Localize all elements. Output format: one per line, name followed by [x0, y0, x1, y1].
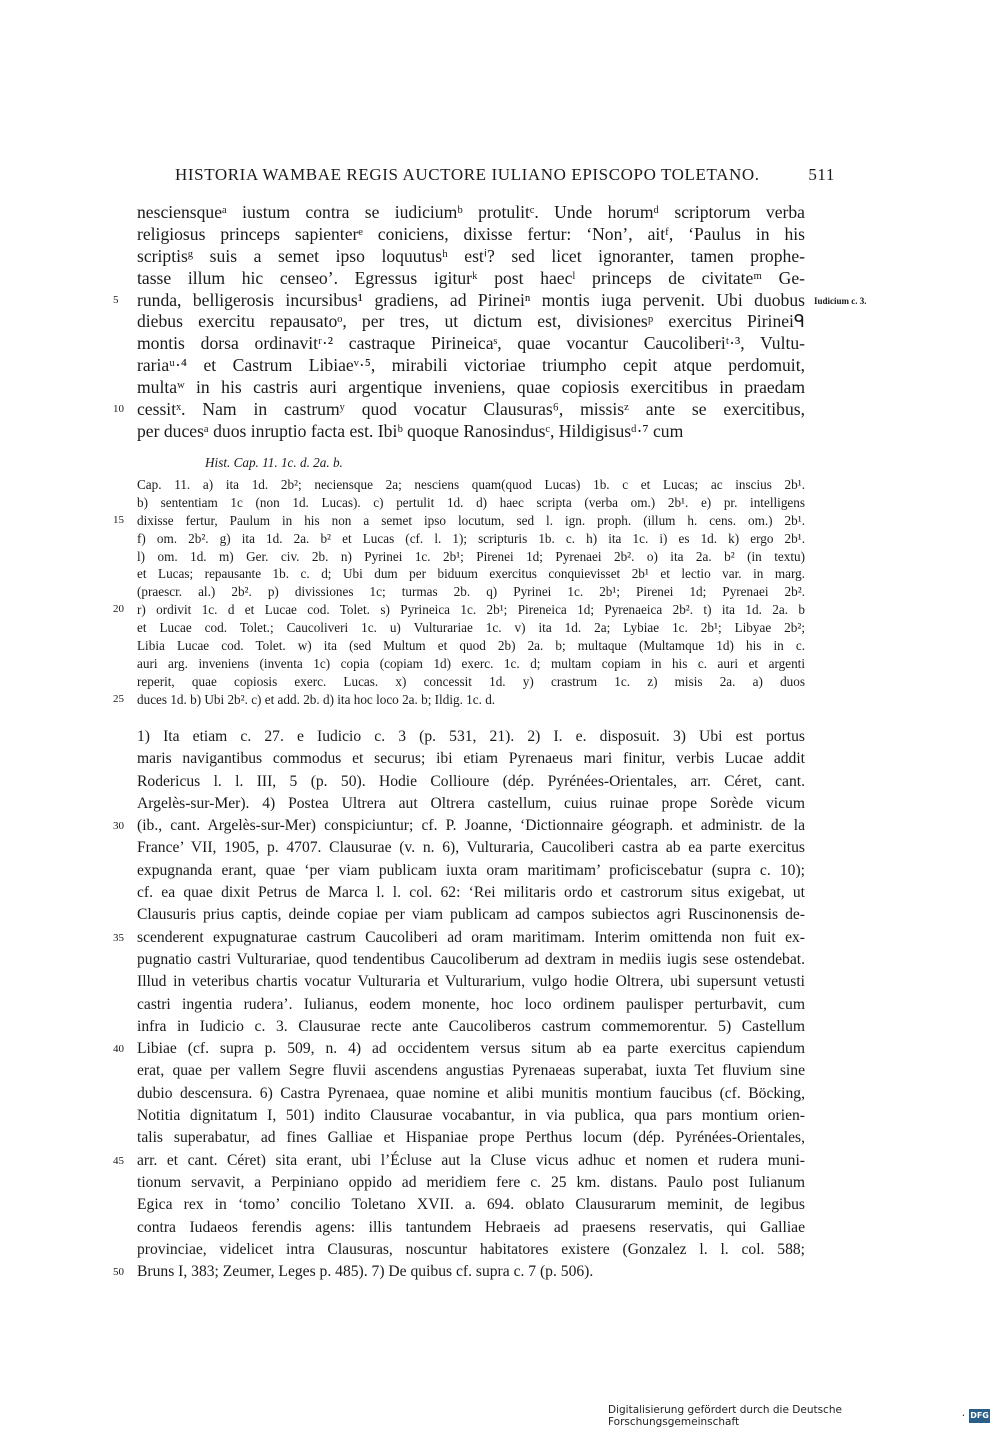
main-line-text: nesciensqueᵃ iustum contra se iudiciumᵇ protulitᶜ. Unde horumᵈ scriptorum verba — [137, 202, 805, 222]
note-line — [137, 837, 805, 859]
apparatus-line-text: Cap. 11. a) ita 1d. 2b²; neciensque 2a; nesciens quam(quod Lucas) 1b. c et Lucas; ac inscius 2b¹. — [137, 477, 805, 492]
note-line-text: arr. et cant. Céret) sita erant, ubi l’Écluse aut la Cluse vicus adhuc et nomen et rudera muni- — [137, 1151, 805, 1169]
main-line-text: scriptisᵍ suis a semet ipso loquutusʰ estⁱ? sed licet ignoranter, tamen prophe- — [137, 245, 805, 266]
apparatus-line — [113, 512, 805, 530]
note-line-text: Illud in veteribus chartis vocatur Vulturaria et Vulturarium, vulgo hodie Oltrera, ubi supersunt vetusti — [137, 973, 805, 991]
page-number: 511 — [808, 165, 835, 184]
note-line — [137, 1194, 805, 1216]
note-line-text: scenderent expugnaturae castrum Caucoliberi ad oram maritimam. Interim omittenda non fuit ex- — [137, 928, 805, 946]
main-line — [137, 202, 805, 224]
apparatus-line — [137, 583, 805, 601]
line-number: 20 — [113, 603, 124, 616]
main-line-text: montis dorsa ordinavitʳ·² castraque Pirineicaˢ, quae vocantur Caucoliberiᵗ·³, Vultu- — [137, 333, 805, 354]
main-line-text: diebus exercitu repausatoᵒ, per tres, ut dictum est, divisionesᵖ exercitus Pirineiᑫ — [137, 311, 805, 332]
apparatus-line-text: b) sententiam 1c (non 1d. Lucas). c) pertulit 1d. d) haec scripta (verba om.) 2b¹. e) pr. intelligens — [137, 494, 805, 510]
footer-text: Digitalisierung gefördert durch die Deutsche Forschungsgemeinschaft — [608, 1404, 842, 1428]
apparatus-line-text: Libia Lucae cod. Tolet. w) ita (sed Multum et quod 2b) 2a. b; multaque (Multamque 1d) his in c. — [137, 638, 805, 654]
note-line-text: pugnatio castri Vulturariae, quod tendentibus Caucoliberum ad dextram in mediis iugis sese ostendebat. — [137, 950, 805, 968]
note-line-text: Clausuris prius captis, deinde copiae per viam publicam ad campos subiectos agri Ruscinonensis de- — [137, 906, 805, 924]
main-line — [113, 399, 805, 421]
note-line-text: (ib., cant. Argelès-sur-Mer) conspiciuntur; cf. P. Joanne, ‘Dictionnaire géograph. et administr. de la — [137, 817, 805, 835]
note-line-text: tionum servavit, a Perpiniano oppido ad meridiem fere c. 25 km. distans. Paulo post Iulianum — [137, 1173, 805, 1191]
main-text — [113, 202, 805, 443]
header-title: HISTORIA WAMBAE REGIS AUCTORE IULIANO EPISCOPO TOLETANO. — [175, 165, 760, 184]
apparatus-line-text: r) ordivit 1c. d et Lucae cod. Tolet. s) Pyrineica 1c. 2b¹; Pireneica 1d; Pyrenaeica 2b². t) ita 1d. 2a. b — [137, 602, 805, 618]
note-line-text: Egica rex in ‘tomo’ concilio Toletano XVII. a. 694. oblato Clausurarum meminit, de legibus — [137, 1196, 805, 1214]
note-line-text: expugnanda erant, quae ‘per viam publicam iuxta oram maritimam’ proficiscebatur (supra c. 10); — [137, 861, 805, 879]
note-line — [137, 1239, 805, 1261]
apparatus-line-text: (praescr. al.) 2b². p) divissiones 1c; turmas 2b. q) Pyrinei 1c. 2b¹; Pirenei 1d; Pyrenaei 2b². — [137, 584, 805, 600]
main-line-text: cessitˣ. Nam in castrumʸ quod vocatur Clausuras⁶, missisᶻ ante se exercitibus, — [137, 399, 805, 420]
note-line — [137, 1060, 805, 1082]
apparatus-line — [113, 601, 805, 619]
hist-ref-line: Hist. Cap. 11. 1c. d. 2a. b. — [205, 455, 343, 470]
line-number: 30 — [113, 820, 124, 833]
critical-apparatus — [113, 476, 805, 709]
note-line — [113, 1150, 805, 1172]
note-line-text: Notitia dignitatum I, 501) indito Clausurae vocabantur, in via publica, qua pars montium orien- — [137, 1107, 805, 1125]
apparatus-line-text: l) om. 1d. m) Ger. civ. 2b. n) Pyrinei 1c. 2b¹; Pirenei 1d; Pyrenaei 2b². o) ita 2a. b² (in textu) — [137, 548, 805, 564]
note-line-text: infra in Iudicio c. 3. Clausurae recte ante Caucoliberos castrum commemorentur. 5) Castellum — [137, 1017, 805, 1035]
footnotes — [113, 726, 805, 1283]
line-number: 15 — [113, 513, 124, 526]
apparatus-line-text: f) om. 2b². g) ita 1d. 2a. b² et Lucas (cf. l. 1); scripturis 1b. c. h) ita 1c. i) es 1d. k) ergo 2b¹. — [137, 530, 805, 546]
note-line — [137, 882, 805, 904]
apparatus-line-text: dixisse fertur, Paulum in his non a semet ipso locutum, sed l. ign. proph. (illum h. cens. om.) 2b¹. — [137, 512, 805, 528]
main-line — [137, 355, 805, 377]
note-line-text: maris navigantibus commodus et securus; ibi etiam Pyrenaeus mari finitur, verbis Lucae addit — [137, 750, 805, 768]
note-line-text: castri ingentia rudera’. Iulianus, eodem monente, hoc loco ordinem paulisper perturbavit, cum — [137, 995, 805, 1013]
main-line — [137, 421, 805, 443]
margin-note: Iudicium c. 3. — [814, 296, 867, 306]
note-line-text: Argelès-sur-Mer). 4) Postea Ultrera aut Oltrera castellum, cuius ruinae prope Sorède vicum — [137, 794, 805, 812]
note-line-text: provinciae, videlicet intra Clausuras, noscuntur habitatores existere (Gonzalez l. l. col. 588; — [137, 1240, 805, 1258]
apparatus-line — [137, 548, 805, 566]
note-line-text: contra Iudaeos ferendis agens: illis tantundem Hebraeis ad praesens reservatis, qui Galliae — [137, 1218, 805, 1236]
note-line — [113, 815, 805, 837]
apparatus-line-text: auri arg. inveniens (inventa 1c) copia (copiam 1d) exerc. 1c. d; multam copiam in his c. auri et argenti — [137, 655, 805, 671]
footer: Digitalisierung gefördert durch die Deutsche Forschungsgemeinschaft · DFG — [608, 1404, 989, 1428]
apparatus-line — [137, 637, 805, 655]
note-line-text: cf. ea quae dixit Petrus de Marca l. l. col. 62: ‘Rei militaris ordo et castrorum situs exigebat, ut — [137, 884, 805, 902]
running-header — [175, 165, 835, 185]
note-line — [137, 949, 805, 971]
main-line — [137, 268, 805, 290]
main-line — [113, 289, 805, 312]
note-line — [113, 1261, 805, 1283]
line-number: 5 — [113, 293, 119, 306]
note-line — [113, 927, 805, 949]
note-line — [137, 1016, 805, 1038]
line-number: 50 — [113, 1266, 124, 1279]
apparatus-line-text: reperit, quae copiosis exerc. Lucas. x) concessit 1d. y) crastrum 1c. z) misis 2a. a) duos — [137, 673, 805, 689]
apparatus-line — [137, 565, 805, 583]
note-line-text: France’ VII, 1905, p. 4707. Clausurae (v. n. 6), Vulturaria, Caucoliberi castra ab ea parte exercitus — [137, 839, 805, 857]
note-line-text: Libiae (cf. supra p. 509, n. 4) ad occidentem versus situm ab ea parte exercitus capiendum — [137, 1040, 805, 1058]
note-line-text: talis superabatur, ad fines Galliae et Hispaniae prope Perthus locum (dép. Pyrénées-Orientales, — [137, 1129, 805, 1147]
main-line — [137, 224, 805, 246]
main-line — [137, 333, 805, 355]
note-line — [137, 793, 805, 815]
line-number: 35 — [113, 931, 124, 944]
note-line — [137, 971, 805, 993]
main-line — [137, 311, 805, 333]
note-line-text: dubio descensura. 6) Castra Pyrenaea, quae nomine et alibi munitis montium faucibus (cf. Böcking, — [137, 1084, 805, 1102]
apparatus-line-text: et Lucas; repausante 1b. c. d; Ubi dum per biduum exercitus conquievisset 2b¹ et lectio var. in marg. — [137, 566, 805, 582]
main-line-text: runda, belligerosis incursibus¹ gradiens, ad Pirineiⁿ montis iuga pervenit. Ubi duobus — [137, 289, 805, 310]
apparatus-line — [137, 673, 805, 691]
line-number: 25 — [113, 692, 124, 705]
main-line-text: per ducesᵃ duos inruptio facta est. Ibiᵇ quoque Ranosindusᶜ, Hildigisusᵈ·⁷ cum — [137, 420, 684, 441]
line-number: 10 — [113, 403, 124, 416]
note-line — [137, 748, 805, 770]
apparatus-line — [137, 494, 805, 512]
hist-reference — [205, 454, 873, 472]
dfg-logo-icon: DFG — [969, 1409, 990, 1423]
note-line-text: erat, quae per vallem Segre fluvii ascendens angustias Pyrenaeas superabat, iuxta Tet fluvium sine — [137, 1062, 805, 1080]
note-line-text: Rodericus l. l. III, 5 (p. 50). Hodie Collioure (dép. Pyrénées-Orientales, arr. Céret, cant. — [137, 772, 805, 790]
line-number: 45 — [113, 1154, 124, 1167]
note-line-text: Bruns I, 383; Zeumer, Leges p. 485). 7) De quibus cf. supra c. 7 (p. 506). — [137, 1263, 594, 1281]
note-line — [113, 1038, 805, 1060]
line-number: 40 — [113, 1043, 124, 1056]
apparatus-line — [137, 476, 805, 494]
apparatus-line — [137, 655, 805, 673]
note-line-text: 1) Ita etiam c. 27. e Iudicio c. 3 (p. 531, 21). 2) I. e. disposuit. 3) Ubi est portus — [137, 728, 805, 745]
note-line — [137, 1105, 805, 1127]
main-line-text: multaʷ in his castris auri argentique inveniens, quae copiosis exercitibus in praedam — [137, 377, 805, 398]
note-line — [137, 1172, 805, 1194]
apparatus-line-text: et Lucae cod. Tolet.; Caucoliveri 1c. u) Vulturariae 1c. v) ita 1d. 2a; Lybiae 1c. 2b¹; Libyae 2b²; — [137, 620, 805, 636]
main-line — [137, 377, 805, 399]
note-line — [137, 1083, 805, 1105]
apparatus-line — [137, 530, 805, 548]
note-line — [137, 1217, 805, 1239]
note-line — [137, 904, 805, 926]
main-line-text: religiosus princeps sapienterᵉ coniciens, dixisse fertur: ‘Non’, aitᶠ, ‘Paulus in his — [137, 223, 805, 244]
note-line — [137, 771, 805, 793]
note-line — [137, 726, 805, 748]
main-line-text: tasse illum hic censeo’. Egressus igiturᵏ post haecˡ princeps de civitateᵐ Ge- — [137, 267, 805, 288]
main-line-text: rariaᵘ·⁴ et Castrum Libiaeᵛ·⁵, mirabili victoriae triumpho cepit atque perdomuit, — [137, 355, 805, 376]
note-line — [137, 994, 805, 1016]
apparatus-line — [137, 619, 805, 637]
apparatus-line — [113, 691, 805, 709]
apparatus-line-text: duces 1d. b) Ubi 2b². c) et add. 2b. d) ita hoc loco 2a. b; Ildig. 1c. d. — [137, 691, 496, 707]
note-line — [137, 1127, 805, 1149]
note-line — [137, 860, 805, 882]
main-line — [137, 246, 805, 268]
